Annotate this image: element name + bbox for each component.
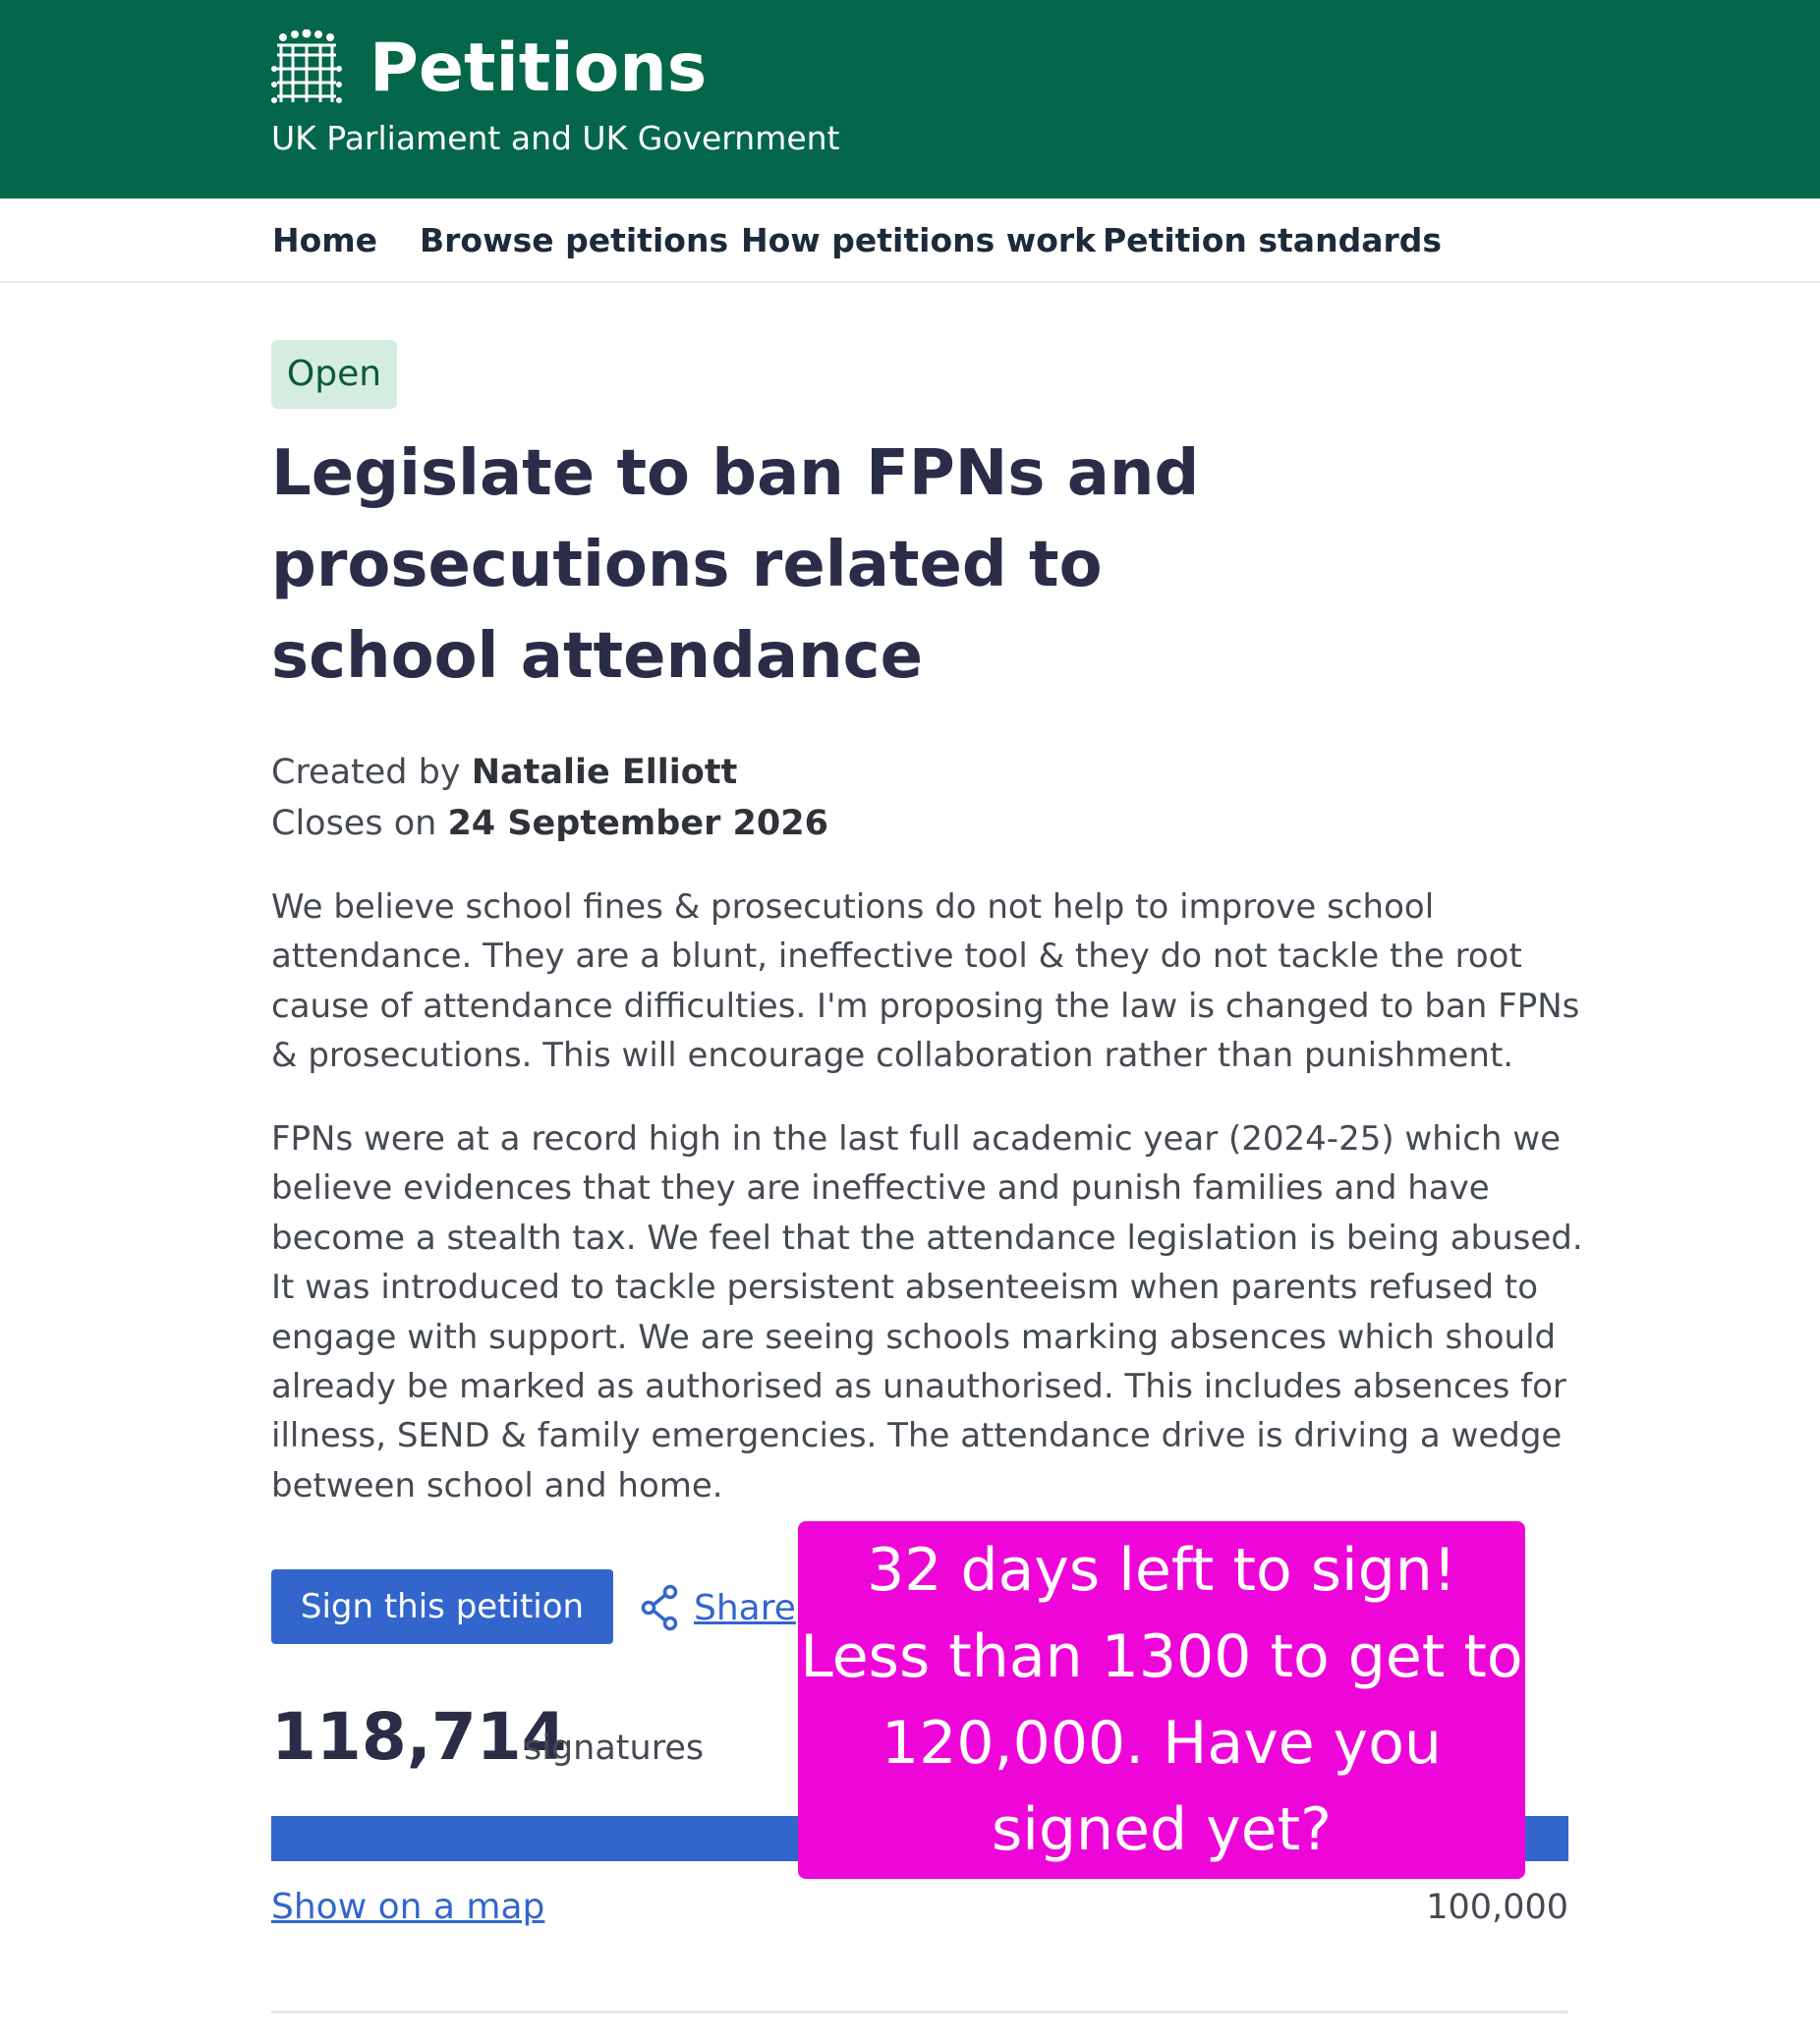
- petition-title: Legislate to ban FPNs and prosecutions related to school attendance: [271, 437, 1200, 693]
- promo-overlay: [798, 1521, 1525, 1879]
- share-link[interactable]: [641, 1580, 796, 1635]
- portcullis-icon: [271, 29, 342, 106]
- divider: [271, 2011, 1568, 2014]
- promo-overlay-text: 32 days left to sign! Less than 1300 to get to 120,000. Have you signed yet?: [800, 1536, 1523, 1864]
- petition-summary: We believe school fines & prosecutions do not help to improve school attendance. They are a blunt, ineffective tool & they do not tackle the root cause of attendance difficulties. I'm proposing the law is changed to ban FPNs & prosecutions. This will encourage collaboration rather than punishment.: [271, 887, 1580, 1076]
- petition-details: FPNs were at a record high in the last full academic year (2024-25) which we believe evidences that they are ineffective and punish families and have become a stealth tax. We feel that the attendance legislation is being abused. It was introduced to tackle persistent absenteeism when parents refused to engage with support. We are seeing schools marking absences which should already be marked as authorised as unauthorised. This includes absences for illness, SEND & family emergencies. The attendance drive is driving a wedge between school and home.: [271, 1119, 1583, 1505]
- closing-date: 24 September 2026: [447, 804, 828, 843]
- nav-petition-standards[interactable]: Petition standards: [1103, 221, 1443, 259]
- creator-name: Natalie Elliott: [471, 753, 738, 792]
- signature-label: signatures: [524, 1729, 705, 1768]
- main-nav: [0, 199, 1820, 283]
- closes-on-label: Closes on: [271, 804, 437, 843]
- nav-how-petitions-work[interactable]: How petitions work: [741, 221, 1097, 259]
- nav-home[interactable]: Home: [272, 221, 378, 259]
- site-header: [0, 0, 1820, 199]
- share-label[interactable]: Share: [694, 1587, 796, 1628]
- created-by-line: [271, 747, 737, 798]
- sign-petition-button[interactable]: Sign this petition: [271, 1569, 613, 1644]
- site-subtitle: UK Parliament and UK Government: [271, 119, 840, 157]
- signature-count: 118,714: [271, 1699, 567, 1775]
- share-icon: [641, 1584, 680, 1631]
- closes-on-line: [271, 798, 828, 849]
- created-by-label: Created by: [271, 753, 461, 792]
- show-on-map-link[interactable]: Show on a map: [271, 1887, 545, 1927]
- nav-browse-petitions[interactable]: Browse petitions: [420, 221, 729, 259]
- site-title[interactable]: Petitions: [370, 29, 708, 107]
- signature-target: 100,000: [1426, 1888, 1568, 1927]
- status-badge: Open: [271, 340, 397, 409]
